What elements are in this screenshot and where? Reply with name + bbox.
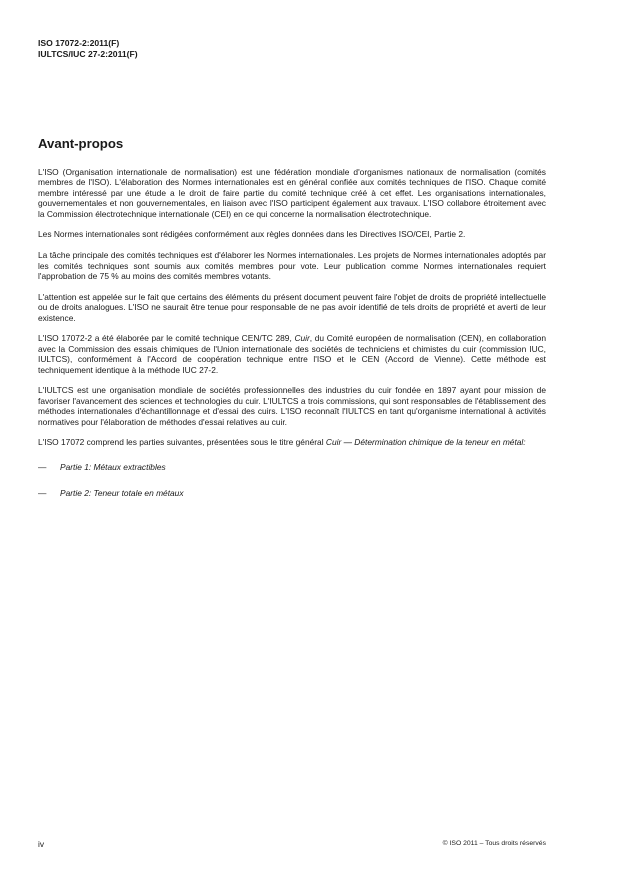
foreword-body [38,167,546,514]
committee-title: Cuir [294,333,310,344]
copyright-notice: © ISO 2011 – Tous droits réservés [442,840,546,847]
part-label: Partie 2: Teneur totale en métaux [60,488,184,499]
preparation-text-b: , du Comité européen de normalisation (CEN), en collaboration avec la Commission des essais chimiques de l'Union internationale des sociétés de techniciens et chimistes du cuir (commission IUC, IULTCS), conformément à l'Accord de coopération technique entre l'ISO et le CEN (Accord de Vienne). Cette méthode est techniquement identique à la méthode IUC 27-2. [38,333,546,375]
iultcs-number: IULTCS/IUC 27-2:2011(F) [38,48,138,59]
section-title: Avant-propos [38,136,124,151]
list-dash: — [38,488,47,499]
list-item [38,488,546,498]
paragraph-directives: Les Normes internationales sont rédigées conformément aux règles données dans les Directives ISO/CEI, Partie 2. [38,229,466,240]
paragraph-committees: La tâche principale des comités techniques est d'élaborer les Normes internationales. Les projets de Normes internationales adoptés par les comités techniques sont soumis aux comités membres pour vote. Leur publication comme Normes internationales requiert l'approbation de 75 % au moins des comités membres votants. [38,250,546,282]
paragraph-parts-intro [38,437,546,447]
standard-number: ISO 17072-2:2011(F) [38,38,120,48]
paragraph-preparation [38,333,546,375]
general-title: Cuir — Détermination chimique de la teneur en métal: [325,437,526,448]
list-dash: — [38,462,47,473]
paragraph-iso-intro: L'ISO (Organisation internationale de normalisation) est une fédération mondiale d'organismes nationaux de normalisation (comités membres de l'ISO). L'élaboration des Normes internationales est en général confiée aux comités techniques de l'ISO. Chaque comité membre intéressé par une étude a le droit de faire partie du comité technique créé à cet effet. Les organisations internationales, gouvernementales et non gouvernementales, en liaison avec l'ISO participent également aux travaux. L'ISO collabore étroitement avec la Commission électrotechnique internationale (CEI) en ce qui concerne la normalisation électrotechnique. [38,167,546,219]
document-header [38,38,138,59]
paragraph-iultcs: L'IULTCS est une organisation mondiale de sociétés professionnelles des industries du cuir fondée en 1897 ayant pour mission de favoriser l'avancement des sciences et technologies du cuir. L'IULTCS a trois commissions, qui sont responsables de l'établissement des méthodes internationales d'échantillonnage et d'essai des cuirs. L'ISO reconnaît l'IULTCS en tant qu'organisme international à activités normatives pour l'élaboration de méthodes d'essai relatives au cuir. [38,385,546,427]
list-item [38,462,546,472]
parts-intro-text: L'ISO 17072 comprend les parties suivantes, présentées sous le titre général [38,437,326,448]
preparation-text-a: L'ISO 17072-2 a été élaborée par le comité technique CEN/TC 289, [38,333,295,344]
paragraph-patent-rights: L'attention est appelée sur le fait que certains des éléments du présent document peuvent faire l'objet de droits de propriété intellectuelle ou de droits analogues. L'ISO ne saurait être tenue pour responsable de ne pas avoir identifié de tels droits de propriété et averti de leur existence. [38,291,546,323]
page-number: iv [38,839,45,849]
part-label: Partie 1: Métaux extractibles [60,462,166,473]
